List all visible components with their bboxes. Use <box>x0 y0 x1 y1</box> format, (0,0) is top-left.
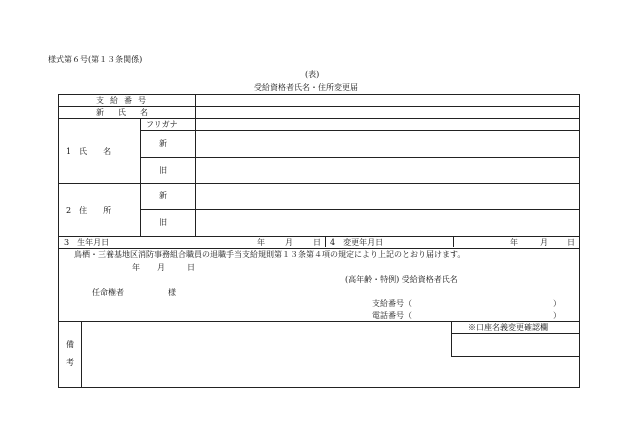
address-section-label: 2 住 所 <box>66 206 112 215</box>
declaration-day-unit: 日 <box>187 263 195 272</box>
appointer-label: 任命権者 <box>92 288 124 297</box>
address-old-label: 旧 <box>159 218 167 227</box>
furigana-label: フリガナ <box>146 120 178 129</box>
declaration-text: 鳥栖・三養基地区消防事務組合職員の退職手当支給規則第１３条第４項の規定により上記のとおり届けます。 <box>74 250 466 259</box>
change-day-unit: 日 <box>567 238 575 247</box>
name-section-label: 1 氏 名 <box>66 147 112 156</box>
change-date-label: 4 変更年月日 <box>330 238 384 247</box>
name-old-label: 旧 <box>159 166 167 175</box>
payment-number-entry-label: 支給番号（ <box>372 299 412 308</box>
payment-number-close: ） <box>553 299 561 308</box>
account-confirmation-label: ※口座名義変更確認欄 <box>468 323 548 332</box>
honorific: 様 <box>168 288 176 297</box>
change-month-unit: 月 <box>540 238 548 247</box>
birth-month-unit: 月 <box>285 238 293 247</box>
birth-date-label: 3 生年月日 <box>64 238 110 247</box>
birth-year-unit: 年 <box>257 238 265 247</box>
remarks-label-2: 考 <box>66 358 74 367</box>
declaration-month-unit: 月 <box>157 263 165 272</box>
phone-number-label: 電話番号（ <box>372 311 412 320</box>
side-label: (表) <box>305 70 320 79</box>
form-title: 受給資格者氏名・住所変更届 <box>254 83 358 92</box>
name-new-label: 新 <box>159 139 167 148</box>
declaration-year-unit: 年 <box>132 263 140 272</box>
phone-number-close: ） <box>553 311 561 320</box>
remarks-label-1: 備 <box>66 340 74 349</box>
birth-day-unit: 日 <box>313 238 321 247</box>
payment-number-label: 支給番号 <box>96 96 152 105</box>
address-new-label: 新 <box>159 191 167 200</box>
signature-label: (高年齢・特例) 受給資格者氏名 <box>345 275 458 284</box>
change-year-unit: 年 <box>510 238 518 247</box>
new-name-label: 新氏名 <box>96 108 162 117</box>
form-number: 様式第６号(第１３条関係) <box>48 55 143 64</box>
